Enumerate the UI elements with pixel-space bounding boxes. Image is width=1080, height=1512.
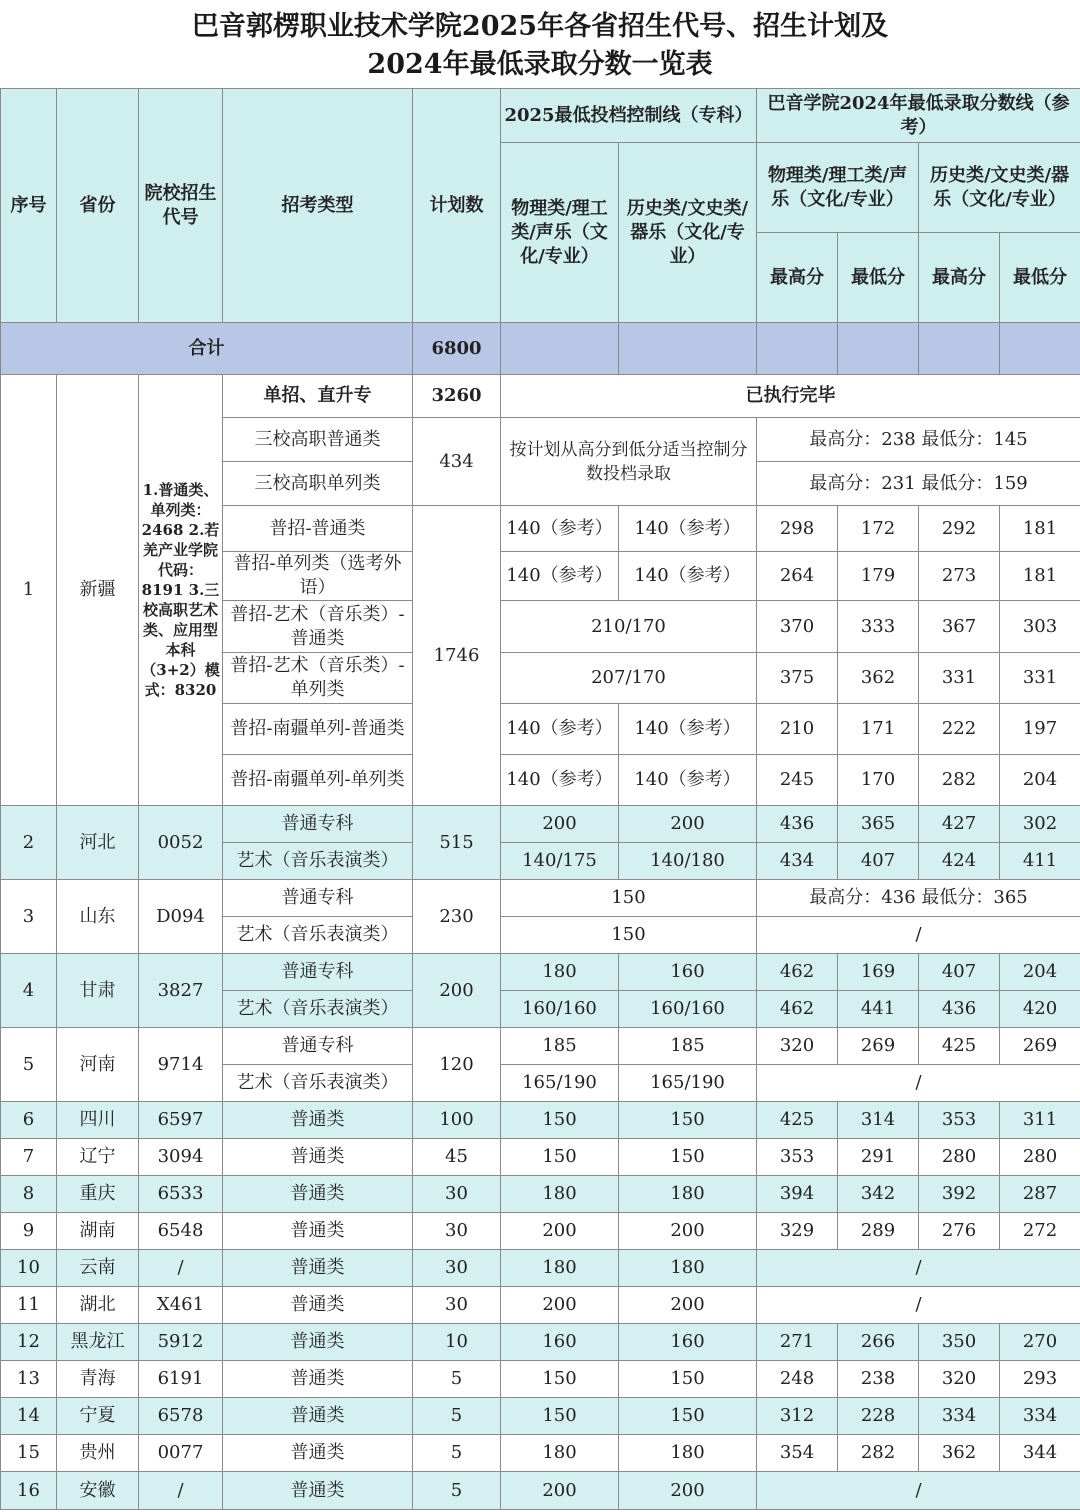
seq-cell: 13	[1, 1361, 57, 1398]
type-cell: 艺术（音乐表演类）	[223, 1065, 413, 1102]
line-history: 180	[619, 1435, 757, 1472]
hist-max: 350	[919, 1324, 1000, 1361]
plan-cell: 5	[413, 1398, 501, 1435]
phys-max: 375	[757, 653, 838, 704]
table-row	[1, 1139, 1080, 1176]
line-combined: 150	[501, 880, 757, 917]
table-row	[1, 1435, 1080, 1472]
table-row	[1, 880, 1080, 917]
seq-cell: 4	[1, 954, 57, 1028]
line-history: 185	[619, 1028, 757, 1065]
line-physics: 140（参考）	[501, 552, 619, 601]
line-physics: 200	[501, 1213, 619, 1250]
hist-min: 204	[1000, 954, 1080, 991]
type-cell: 普招-南疆单列-单列类	[223, 755, 413, 806]
type-cell: 普通专科	[223, 806, 413, 843]
hist-min: 272	[1000, 1213, 1080, 1250]
province-cell: 贵州	[57, 1435, 139, 1472]
plan-cell: 30	[413, 1287, 501, 1324]
hist-max: 331	[919, 653, 1000, 704]
table-row	[1, 1213, 1080, 1250]
hist-min: 331	[1000, 653, 1080, 704]
total-value: 6800	[413, 323, 501, 375]
hist-max: 367	[919, 601, 1000, 653]
hist-max: 424	[919, 843, 1000, 880]
table-row	[1, 1176, 1080, 1213]
line-history: 165/190	[619, 1065, 757, 1102]
hist-min: 204	[1000, 755, 1080, 806]
type-cell: 普招-单列类（选考外语）	[223, 552, 413, 601]
type-cell: 普招-艺术（音乐类）-单列类	[223, 653, 413, 704]
line-history: 160	[619, 1324, 757, 1361]
plan-cell: 515	[413, 806, 501, 880]
table-row	[1, 1028, 1080, 1065]
hist-min: 420	[1000, 991, 1080, 1028]
no-data: /	[757, 1250, 1080, 1287]
line-physics: 140（参考）	[501, 755, 619, 806]
hist-max: 273	[919, 552, 1000, 601]
plan-cell: 200	[413, 954, 501, 1028]
seq-cell: 12	[1, 1324, 57, 1361]
plan-cell: 5	[413, 1361, 501, 1398]
phys-min: 171	[838, 704, 919, 755]
phys-max: 248	[757, 1361, 838, 1398]
province-cell: 宁夏	[57, 1398, 139, 1435]
plan-cell: 5	[413, 1435, 501, 1472]
line-physics: 165/190	[501, 1065, 619, 1102]
province-cell: 河北	[57, 806, 139, 880]
plan-cell: 30	[413, 1176, 501, 1213]
hist-min: 311	[1000, 1102, 1080, 1139]
hist-min: 280	[1000, 1139, 1080, 1176]
phys-min: 333	[838, 601, 919, 653]
phys-max: 436	[757, 806, 838, 843]
score-range: 最高分：238 最低分：145	[757, 418, 1080, 462]
code-cell: /	[139, 1472, 223, 1510]
phys-min: 342	[838, 1176, 919, 1213]
line-history: 160	[619, 954, 757, 991]
hist-max: 276	[919, 1213, 1000, 1250]
phys-min: 179	[838, 552, 919, 601]
phys-max: 425	[757, 1102, 838, 1139]
line-history: 140/180	[619, 843, 757, 880]
line-physics: 160	[501, 1324, 619, 1361]
table-row	[1, 1102, 1080, 1139]
type-cell: 普通类	[223, 1435, 413, 1472]
no-data: /	[757, 1472, 1080, 1510]
phys-max: 320	[757, 1028, 838, 1065]
hist-min: 411	[1000, 843, 1080, 880]
header-2024-physics: 物理类/理工类/声乐（文化/专业）	[757, 143, 919, 233]
hist-max: 292	[919, 506, 1000, 552]
seq-cell: 11	[1, 1287, 57, 1324]
type-cell: 普招-艺术（音乐类）-普通类	[223, 601, 413, 653]
type-cell: 普招-南疆单列-普通类	[223, 704, 413, 755]
line-history: 140（参考）	[619, 552, 757, 601]
header-code: 院校招生代号	[139, 89, 223, 323]
phys-max: 264	[757, 552, 838, 601]
score-range: 最高分：231 最低分：159	[757, 462, 1080, 506]
code-cell: 6597	[139, 1102, 223, 1139]
line-combined: 210/170	[501, 601, 757, 653]
hist-min: 287	[1000, 1176, 1080, 1213]
executed-note: 已执行完毕	[501, 375, 1080, 418]
table-row	[1, 1287, 1080, 1324]
code-cell: 9714	[139, 1028, 223, 1102]
line-physics: 180	[501, 1250, 619, 1287]
plan-cell: 100	[413, 1102, 501, 1139]
line-history: 180	[619, 1250, 757, 1287]
type-cell: 普通类	[223, 1176, 413, 1213]
line-physics: 150	[501, 1139, 619, 1176]
code-cell: X461	[139, 1287, 223, 1324]
seq-cell: 14	[1, 1398, 57, 1435]
plan-cell: 230	[413, 880, 501, 954]
control-note: 按计划从高分到低分适当控制分数投档录取	[501, 418, 757, 506]
phys-max: 353	[757, 1139, 838, 1176]
phys-min: 269	[838, 1028, 919, 1065]
hist-min: 344	[1000, 1435, 1080, 1472]
type-cell: 普通类	[223, 1398, 413, 1435]
hist-max: 222	[919, 704, 1000, 755]
hist-max: 436	[919, 991, 1000, 1028]
province-cell: 新疆	[57, 375, 139, 806]
type-cell: 普通类	[223, 1213, 413, 1250]
total-label: 合计	[1, 323, 413, 375]
seq-cell: 7	[1, 1139, 57, 1176]
title-line-1: 巴音郭楞职业技术学院2025年各省招生代号、招生计划及	[191, 11, 889, 42]
province-cell: 云南	[57, 1250, 139, 1287]
plan-cell: 3260	[413, 375, 501, 418]
hist-max: 407	[919, 954, 1000, 991]
seq-cell: 10	[1, 1250, 57, 1287]
seq-cell: 9	[1, 1213, 57, 1250]
type-cell: 普通类	[223, 1361, 413, 1398]
code-cell: 6533	[139, 1176, 223, 1213]
phys-max: 271	[757, 1324, 838, 1361]
table-row	[1, 1324, 1080, 1361]
code-cell: /	[139, 1250, 223, 1287]
type-cell: 三校高职普通类	[223, 418, 413, 462]
hist-max: 362	[919, 1435, 1000, 1472]
phys-min: 228	[838, 1398, 919, 1435]
hist-max: 392	[919, 1176, 1000, 1213]
line-history: 200	[619, 1287, 757, 1324]
header-min: 最低分	[838, 233, 919, 323]
line-physics: 150	[501, 1398, 619, 1435]
code-cell: 6191	[139, 1361, 223, 1398]
hist-min: 303	[1000, 601, 1080, 653]
phys-min: 282	[838, 1435, 919, 1472]
line-physics: 140（参考）	[501, 704, 619, 755]
hist-max: 334	[919, 1398, 1000, 1435]
phys-max: 210	[757, 704, 838, 755]
line-history: 200	[619, 1472, 757, 1510]
type-cell: 普通类	[223, 1287, 413, 1324]
phys-min: 266	[838, 1324, 919, 1361]
line-history: 150	[619, 1139, 757, 1176]
plan-cell: 1746	[413, 506, 501, 806]
hist-min: 181	[1000, 506, 1080, 552]
type-cell: 普通类	[223, 1472, 413, 1510]
phys-max: 434	[757, 843, 838, 880]
province-cell: 甘肃	[57, 954, 139, 1028]
phys-min: 441	[838, 991, 919, 1028]
line-physics: 160/160	[501, 991, 619, 1028]
hist-max: 280	[919, 1139, 1000, 1176]
province-cell: 黑龙江	[57, 1324, 139, 1361]
table-row	[1, 1398, 1080, 1435]
header-seq: 序号	[1, 89, 57, 323]
type-cell: 普通专科	[223, 880, 413, 917]
phys-min: 407	[838, 843, 919, 880]
line-history: 200	[619, 806, 757, 843]
type-cell: 艺术（音乐表演类）	[223, 917, 413, 954]
seq-cell: 5	[1, 1028, 57, 1102]
line-physics: 140/175	[501, 843, 619, 880]
hist-min: 270	[1000, 1324, 1080, 1361]
hist-max: 282	[919, 755, 1000, 806]
line-combined: 150	[501, 917, 757, 954]
hist-max: 320	[919, 1361, 1000, 1398]
header-province: 省份	[57, 89, 139, 323]
code-cell: 3827	[139, 954, 223, 1028]
phys-max: 245	[757, 755, 838, 806]
code-cell: D094	[139, 880, 223, 954]
code-cell: 5912	[139, 1324, 223, 1361]
hist-max: 425	[919, 1028, 1000, 1065]
table-row	[1, 806, 1080, 843]
code-cell: 6578	[139, 1398, 223, 1435]
code-cell: 6548	[139, 1213, 223, 1250]
line-physics: 200	[501, 1287, 619, 1324]
header-min: 最低分	[1000, 233, 1080, 323]
province-cell: 湖北	[57, 1287, 139, 1324]
line-history: 150	[619, 1102, 757, 1139]
phys-max: 462	[757, 954, 838, 991]
line-physics: 150	[501, 1361, 619, 1398]
type-cell: 艺术（音乐表演类）	[223, 991, 413, 1028]
plan-cell: 30	[413, 1250, 501, 1287]
line-history: 160/160	[619, 991, 757, 1028]
code-cell: 3094	[139, 1139, 223, 1176]
header-max: 最高分	[919, 233, 1000, 323]
line-physics: 140（参考）	[501, 506, 619, 552]
seq-cell: 3	[1, 880, 57, 954]
hist-min: 334	[1000, 1398, 1080, 1435]
table-row	[1, 1472, 1080, 1510]
type-cell: 普通专科	[223, 1028, 413, 1065]
line-history: 200	[619, 1213, 757, 1250]
score-range: 最高分：436 最低分：365	[757, 880, 1080, 917]
line-physics: 180	[501, 954, 619, 991]
line-physics: 180	[501, 1176, 619, 1213]
table-row	[1, 1361, 1080, 1398]
seq-cell: 8	[1, 1176, 57, 1213]
type-cell: 三校高职单列类	[223, 462, 413, 506]
phys-max: 462	[757, 991, 838, 1028]
no-data: /	[757, 1287, 1080, 1324]
type-cell: 普通类	[223, 1139, 413, 1176]
line-physics: 200	[501, 806, 619, 843]
plan-cell: 10	[413, 1324, 501, 1361]
table-row	[1, 954, 1080, 991]
hist-min: 197	[1000, 704, 1080, 755]
type-cell: 普通专科	[223, 954, 413, 991]
line-physics: 180	[501, 1435, 619, 1472]
phys-max: 354	[757, 1435, 838, 1472]
phys-max: 298	[757, 506, 838, 552]
phys-min: 362	[838, 653, 919, 704]
line-combined: 207/170	[501, 653, 757, 704]
province-cell: 湖南	[57, 1213, 139, 1250]
province-cell: 山东	[57, 880, 139, 954]
line-physics: 185	[501, 1028, 619, 1065]
page-title	[0, 0, 1080, 88]
hist-min: 269	[1000, 1028, 1080, 1065]
type-cell: 艺术（音乐表演类）	[223, 843, 413, 880]
province-cell: 青海	[57, 1361, 139, 1398]
plan-cell: 30	[413, 1213, 501, 1250]
code-cell: 0052	[139, 806, 223, 880]
phys-min: 365	[838, 806, 919, 843]
type-cell: 单招、直升专	[223, 375, 413, 418]
phys-max: 312	[757, 1398, 838, 1435]
plan-cell: 434	[413, 418, 501, 506]
header-2025-group: 2025最低投档控制线（专科）	[501, 89, 757, 143]
title-line-2: 2024年最低录取分数一览表	[367, 49, 713, 80]
header-2025-physics: 物理类/理工类/声乐（文化/专业）	[501, 143, 619, 323]
header-type: 招考类型	[223, 89, 413, 323]
province-cell: 四川	[57, 1102, 139, 1139]
type-cell: 普招-普通类	[223, 506, 413, 552]
hist-max: 353	[919, 1102, 1000, 1139]
seq-cell: 15	[1, 1435, 57, 1472]
phys-min: 172	[838, 506, 919, 552]
line-physics: 200	[501, 1472, 619, 1510]
phys-min: 169	[838, 954, 919, 991]
line-physics: 150	[501, 1102, 619, 1139]
seq-cell: 2	[1, 806, 57, 880]
plan-cell: 120	[413, 1028, 501, 1102]
seq-cell: 1	[1, 375, 57, 806]
phys-min: 289	[838, 1213, 919, 1250]
phys-max: 394	[757, 1176, 838, 1213]
province-cell: 河南	[57, 1028, 139, 1102]
province-cell: 重庆	[57, 1176, 139, 1213]
no-data: /	[757, 917, 1080, 954]
header-max: 最高分	[757, 233, 838, 323]
plan-cell: 5	[413, 1472, 501, 1510]
line-history: 150	[619, 1361, 757, 1398]
table-row	[1, 1250, 1080, 1287]
header-2024-history: 历史类/文史类/器乐（文化/专业）	[919, 143, 1080, 233]
hist-max: 427	[919, 806, 1000, 843]
table-row	[1, 375, 1080, 418]
line-history: 140（参考）	[619, 704, 757, 755]
phys-min: 291	[838, 1139, 919, 1176]
line-history: 140（参考）	[619, 755, 757, 806]
phys-max: 370	[757, 601, 838, 653]
line-history: 150	[619, 1398, 757, 1435]
phys-min: 170	[838, 755, 919, 806]
hist-min: 293	[1000, 1361, 1080, 1398]
admission-table	[0, 88, 1080, 1510]
header-2025-history: 历史类/文史类/器乐（文化/专业）	[619, 143, 757, 323]
code-cell: 1.普通类、单列类：2468 2.若羌产业学院代码：8191 3.三校高职艺术类、应用型本科（3+2）模式：8320	[139, 375, 223, 806]
header-plan: 计划数	[413, 89, 501, 323]
type-cell: 普通类	[223, 1324, 413, 1361]
type-cell: 普通类	[223, 1250, 413, 1287]
hist-min: 181	[1000, 552, 1080, 601]
seq-cell: 16	[1, 1472, 57, 1510]
phys-max: 329	[757, 1213, 838, 1250]
plan-cell: 45	[413, 1139, 501, 1176]
no-data: /	[757, 1065, 1080, 1102]
province-cell: 安徽	[57, 1472, 139, 1510]
type-cell: 普通类	[223, 1102, 413, 1139]
hist-min: 302	[1000, 806, 1080, 843]
seq-cell: 6	[1, 1102, 57, 1139]
code-cell: 0077	[139, 1435, 223, 1472]
header-2024-group: 巴音学院2024年最低录取分数线（参考）	[757, 89, 1080, 143]
phys-min: 238	[838, 1361, 919, 1398]
province-cell: 辽宁	[57, 1139, 139, 1176]
line-history: 140（参考）	[619, 506, 757, 552]
phys-min: 314	[838, 1102, 919, 1139]
line-history: 180	[619, 1176, 757, 1213]
